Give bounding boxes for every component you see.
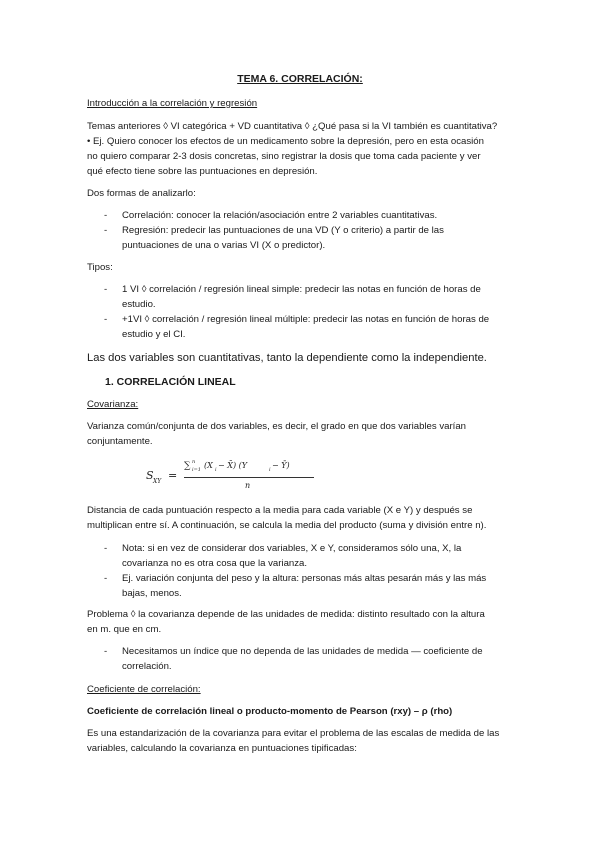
bullet-dash: - <box>104 284 108 295</box>
need-index-line-1: Necesitamos un índice que no dependa de las unidades de medida — coeficiente de <box>122 646 483 657</box>
bullet-dash: - <box>104 646 108 657</box>
note-line-1: Nota: si en vez de considerar dos variables, X e Y, consideramos sólo una, X, la <box>122 543 462 554</box>
way-regression-line-2: puntuaciones de una o varias VI (X o predictor). <box>122 240 326 251</box>
both-quantitative-note: Las dos variables son cuantitativas, tanto la dependiente como la independiente. <box>87 352 487 364</box>
formula-sum-icon: ∑ <box>184 461 191 471</box>
intro-line-3: no quiero comparar 2-3 dosis concretas, sino registrar la dosis que toma cada paciente y ver <box>87 151 481 162</box>
standardization-line-1: Es una estandarización de la covarianza para evitar el problema de las escalas de medida de las <box>87 728 500 739</box>
formula-xi: (X <box>204 461 213 470</box>
covariance-formula <box>146 460 346 500</box>
coefficient-heading: Coeficiente de correlación: <box>87 684 201 695</box>
bullet-dash: - <box>104 573 108 584</box>
formula-sum-bottom: i=1 <box>192 467 201 473</box>
section-1-heading: 1. CORRELACIÓN LINEAL <box>105 376 236 388</box>
bullet-dash: - <box>104 225 108 236</box>
bullet-dash: - <box>104 314 108 325</box>
formula-denominator: n <box>245 481 251 490</box>
formula-xbar: − X̄) (Y <box>218 461 248 470</box>
intro-line-1: Temas anteriores ◊ VI categórica + VD cuantitativa ◊ ¿Qué pasa si la VI también es cuantitativa? <box>87 121 498 132</box>
formula-fraction-bar <box>184 477 314 478</box>
covariance-heading: Covarianza: <box>87 399 139 410</box>
covariance-def-line-2: conjuntamente. <box>87 436 153 447</box>
covariance-def-line-1: Varianza común/conjunta de dos variables, es decir, el grado en que dos variables varían <box>87 421 467 432</box>
formula-ybar: − Ȳ) <box>272 461 290 470</box>
note-line-2: covarianza no es otra cosa que la varianza. <box>122 558 308 569</box>
types-label: Tipos: <box>87 262 113 273</box>
problem-line-2: en m. que en cm. <box>87 624 162 635</box>
bullet-dash: - <box>104 210 108 221</box>
example-line-2: bajas, menos. <box>122 588 182 599</box>
formula-xi-sub: i <box>215 467 217 473</box>
problem-line-1: Problema ◊ la covarianza depende de las unidades de medida: distinto resultado con la altura <box>87 609 485 620</box>
distance-line-2: multiplican entre sí. A continuación, se calcula la media del producto (suma y división entre n). <box>87 520 487 531</box>
distance-line-1: Distancia de cada puntuación respecto a la media para cada variable (X e Y) y después se <box>87 505 473 516</box>
formula-numerator <box>184 460 332 476</box>
intro-line-2: • Ej. Quiero conocer los efectos de un medicamento sobre la depresión, pero en esta ocasión <box>87 136 484 147</box>
formula-equals: = <box>168 469 178 482</box>
formula-yi-sub: i <box>269 467 271 473</box>
type-simple-line-1: 1 VI ◊ correlación / regresión lineal simple: predecir las notas en función de horas de <box>122 284 481 295</box>
type-multiple-line-2: estudio y el CI. <box>122 329 186 340</box>
formula-lhs-subscript: XY <box>153 478 162 485</box>
way-correlation: Correlación: conocer la relación/asociación entre 2 variables cuantitativas. <box>122 210 438 221</box>
standardization-line-2: variables, calculando la covarianza en puntuaciones tipificadas: <box>87 743 357 754</box>
type-multiple-line-1: +1VI ◊ correlación / regresión lineal múltiple: predecir las notas en función de horas de <box>122 314 490 325</box>
formula-lhs-s: S <box>146 469 154 482</box>
document-title: TEMA 6. CORRELACIÓN: <box>237 73 363 85</box>
pearson-heading: Coeficiente de correlación lineal o producto-momento de Pearson (rxy) – ρ (rho) <box>87 706 453 717</box>
formula-sum-top: n <box>192 459 196 465</box>
intro-heading: Introducción a la correlación y regresión <box>87 98 258 109</box>
need-index-line-2: correlación. <box>122 661 172 672</box>
intro-line-4: qué efecto tiene sobre las puntuaciones en depresión. <box>87 166 318 177</box>
bullet-dash: - <box>104 543 108 554</box>
two-ways-label: Dos formas de analizarlo: <box>87 188 196 199</box>
type-simple-line-2: estudio. <box>122 299 156 310</box>
way-regression-line-1: Regresión: predecir las puntuaciones de una VD (Y o criterio) a partir de las <box>122 225 444 236</box>
example-line-1: Ej. variación conjunta del peso y la altura: personas más altas pesarán más y las más <box>122 573 487 584</box>
